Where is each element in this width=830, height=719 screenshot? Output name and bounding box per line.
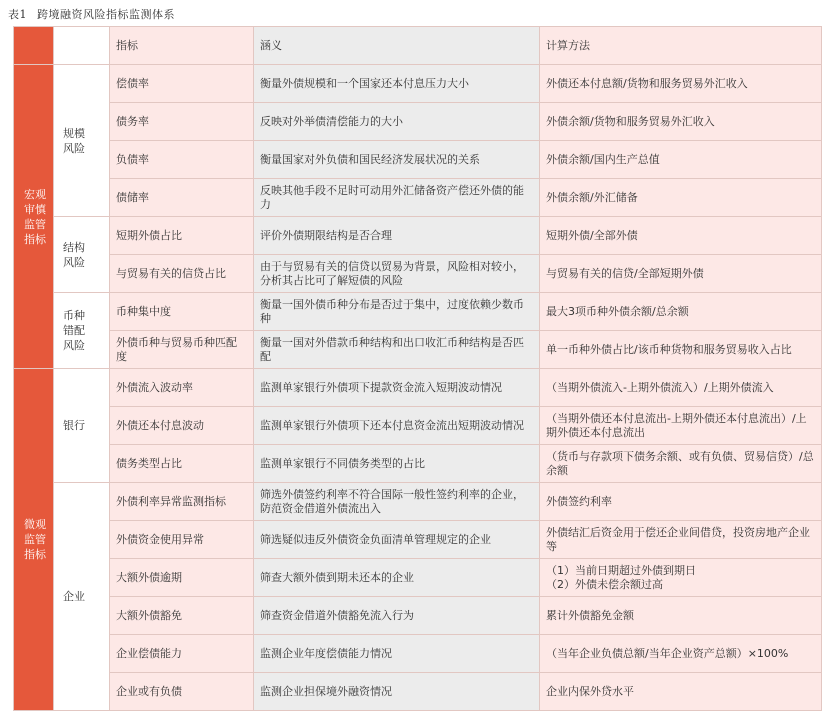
indicator-cell: 币种集中度 xyxy=(110,293,254,331)
method-cell: 企业内保外贷水平 xyxy=(540,673,822,711)
meaning-cell: 评价外债期限结构是否合理 xyxy=(254,217,540,255)
meaning-cell: 筛查资金借道外债豁免流入行为 xyxy=(254,597,540,635)
group-label: 币种错配风险 xyxy=(63,309,85,352)
table-row xyxy=(14,369,822,407)
table-row xyxy=(14,407,822,445)
risk-indicator-table xyxy=(13,26,822,711)
group-currency-mismatch-risk xyxy=(54,293,110,369)
method-cell: 短期外债/全部外债 xyxy=(540,217,822,255)
table-row xyxy=(14,521,822,559)
indicator-cell: 短期外债占比 xyxy=(110,217,254,255)
table-row xyxy=(14,597,822,635)
indicator-cell: 企业偿债能力 xyxy=(110,635,254,673)
meaning-cell: 衡量一国对外借款币种结构和出口收汇币种结构是否匹配 xyxy=(254,331,540,369)
method-cell: （货币与存款项下债务余额、或有负债、贸易信贷）/总余额 xyxy=(540,445,822,483)
table-row xyxy=(14,103,822,141)
meaning-cell: 衡量一国外债币种分布是否过于集中，过度依赖少数币种 xyxy=(254,293,540,331)
table-row xyxy=(14,65,822,103)
caption-title: 跨境融资风险指标监测体系 xyxy=(37,8,175,21)
method-cell: （当期外债流入-上期外债流入）/上期外债流入 xyxy=(540,369,822,407)
table-row xyxy=(14,293,822,331)
indicator-cell: 债务类型占比 xyxy=(110,445,254,483)
header-row xyxy=(14,27,822,65)
group-label: 企业 xyxy=(63,590,85,603)
group-label: 规模风险 xyxy=(63,126,85,155)
meaning-cell: 监测企业担保境外融资情况 xyxy=(254,673,540,711)
indicator-cell: 外债还本付息波动 xyxy=(110,407,254,445)
indicator-cell: 外债币种与贸易币种匹配度 xyxy=(110,331,254,369)
meaning-cell: 筛选疑似违反外债资金负面清单管理规定的企业 xyxy=(254,521,540,559)
indicator-cell: 外债资金使用异常 xyxy=(110,521,254,559)
indicator-cell: 债储率 xyxy=(110,179,254,217)
indicator-cell: 企业或有负债 xyxy=(110,673,254,711)
method-cell: 外债还本付息额/货物和服务贸易外汇收入 xyxy=(540,65,822,103)
meaning-cell: 监测单家银行外债项下还本付息资金流出短期波动情况 xyxy=(254,407,540,445)
table-row xyxy=(14,255,822,293)
method-cell: 外债余额/国内生产总值 xyxy=(540,141,822,179)
table-row xyxy=(14,635,822,673)
header-meaning: 涵义 xyxy=(254,27,540,65)
meaning-cell: 衡量国家对外负债和国民经济发展状况的关系 xyxy=(254,141,540,179)
table-caption xyxy=(8,6,175,22)
meaning-cell: 由于与贸易有关的信贷以贸易为背景，风险相对较小，分析其占比可了解短债的风险 xyxy=(254,255,540,293)
table-row xyxy=(14,445,822,483)
method-cell: 外债签约利率 xyxy=(540,483,822,521)
table-row xyxy=(14,331,822,369)
table-row xyxy=(14,559,822,597)
meaning-cell: 监测企业年度偿债能力情况 xyxy=(254,635,540,673)
meaning-cell: 监测单家银行外债项下提款资金流入短期波动情况 xyxy=(254,369,540,407)
method-cell: 单一币种外债占比/该币种货物和服务贸易收入占比 xyxy=(540,331,822,369)
table-row xyxy=(14,141,822,179)
indicator-cell: 大额外债逾期 xyxy=(110,559,254,597)
indicator-cell: 债务率 xyxy=(110,103,254,141)
method-cell: 外债结汇后资金用于偿还企业间借贷，投资房地产企业等 xyxy=(540,521,822,559)
group-structure-risk xyxy=(54,217,110,293)
header-indicator: 指标 xyxy=(110,27,254,65)
indicator-cell: 与贸易有关的信贷占比 xyxy=(110,255,254,293)
category-micro xyxy=(14,369,54,711)
table-row xyxy=(14,483,822,521)
table-row xyxy=(14,217,822,255)
method-cell: （当期外债还本付息流出-上期外债还本付息流出）/上期外债还本付息流出 xyxy=(540,407,822,445)
indicator-cell: 大额外债豁免 xyxy=(110,597,254,635)
group-label: 银行 xyxy=(63,419,85,432)
header-method: 计算方法 xyxy=(540,27,822,65)
method-cell: 外债余额/外汇储备 xyxy=(540,179,822,217)
method-cell: 外债余额/货物和服务贸易外汇收入 xyxy=(540,103,822,141)
method-cell: 最大3项币种外债余额/总余额 xyxy=(540,293,822,331)
meaning-cell: 衡量外债规模和一个国家还本付息压力大小 xyxy=(254,65,540,103)
indicator-cell: 外债流入波动率 xyxy=(110,369,254,407)
meaning-cell: 筛选外债签约利率不符合国际一般性签约利率的企业，防范资金借道外债流出入 xyxy=(254,483,540,521)
indicator-cell: 负债率 xyxy=(110,141,254,179)
meaning-cell: 筛查大额外债到期未还本的企业 xyxy=(254,559,540,597)
group-bank xyxy=(54,369,110,483)
header-blank-subcategory xyxy=(54,27,110,65)
category-micro-label: 微观监管指标 xyxy=(24,518,46,561)
method-cell xyxy=(540,559,822,597)
table-row xyxy=(14,673,822,711)
category-macro xyxy=(14,65,54,369)
method-line: （2）外债未偿余额过高 xyxy=(546,577,663,591)
group-label: 结构风险 xyxy=(63,240,85,269)
category-macro-label: 宏观审慎监管指标 xyxy=(24,187,46,246)
header-blank-category xyxy=(14,27,54,65)
indicator-cell: 外债利率异常监测指标 xyxy=(110,483,254,521)
method-cell: 累计外债豁免金额 xyxy=(540,597,822,635)
method-cell: 与贸易有关的信贷/全部短期外债 xyxy=(540,255,822,293)
group-scale-risk xyxy=(54,65,110,217)
group-enterprise xyxy=(54,483,110,711)
meaning-cell: 监测单家银行不同债务类型的占比 xyxy=(254,445,540,483)
caption-number: 表1 xyxy=(8,8,27,21)
meaning-cell: 反映对外举债清偿能力的大小 xyxy=(254,103,540,141)
table-row xyxy=(14,179,822,217)
indicator-cell: 偿债率 xyxy=(110,65,254,103)
method-line: （1）当前日期超过外债到期日 xyxy=(546,563,696,577)
method-cell: （当年企业负债总额/当年企业资产总额）×100% xyxy=(540,635,822,673)
meaning-cell: 反映其他手段不足时可动用外汇储备资产偿还外债的能力 xyxy=(254,179,540,217)
